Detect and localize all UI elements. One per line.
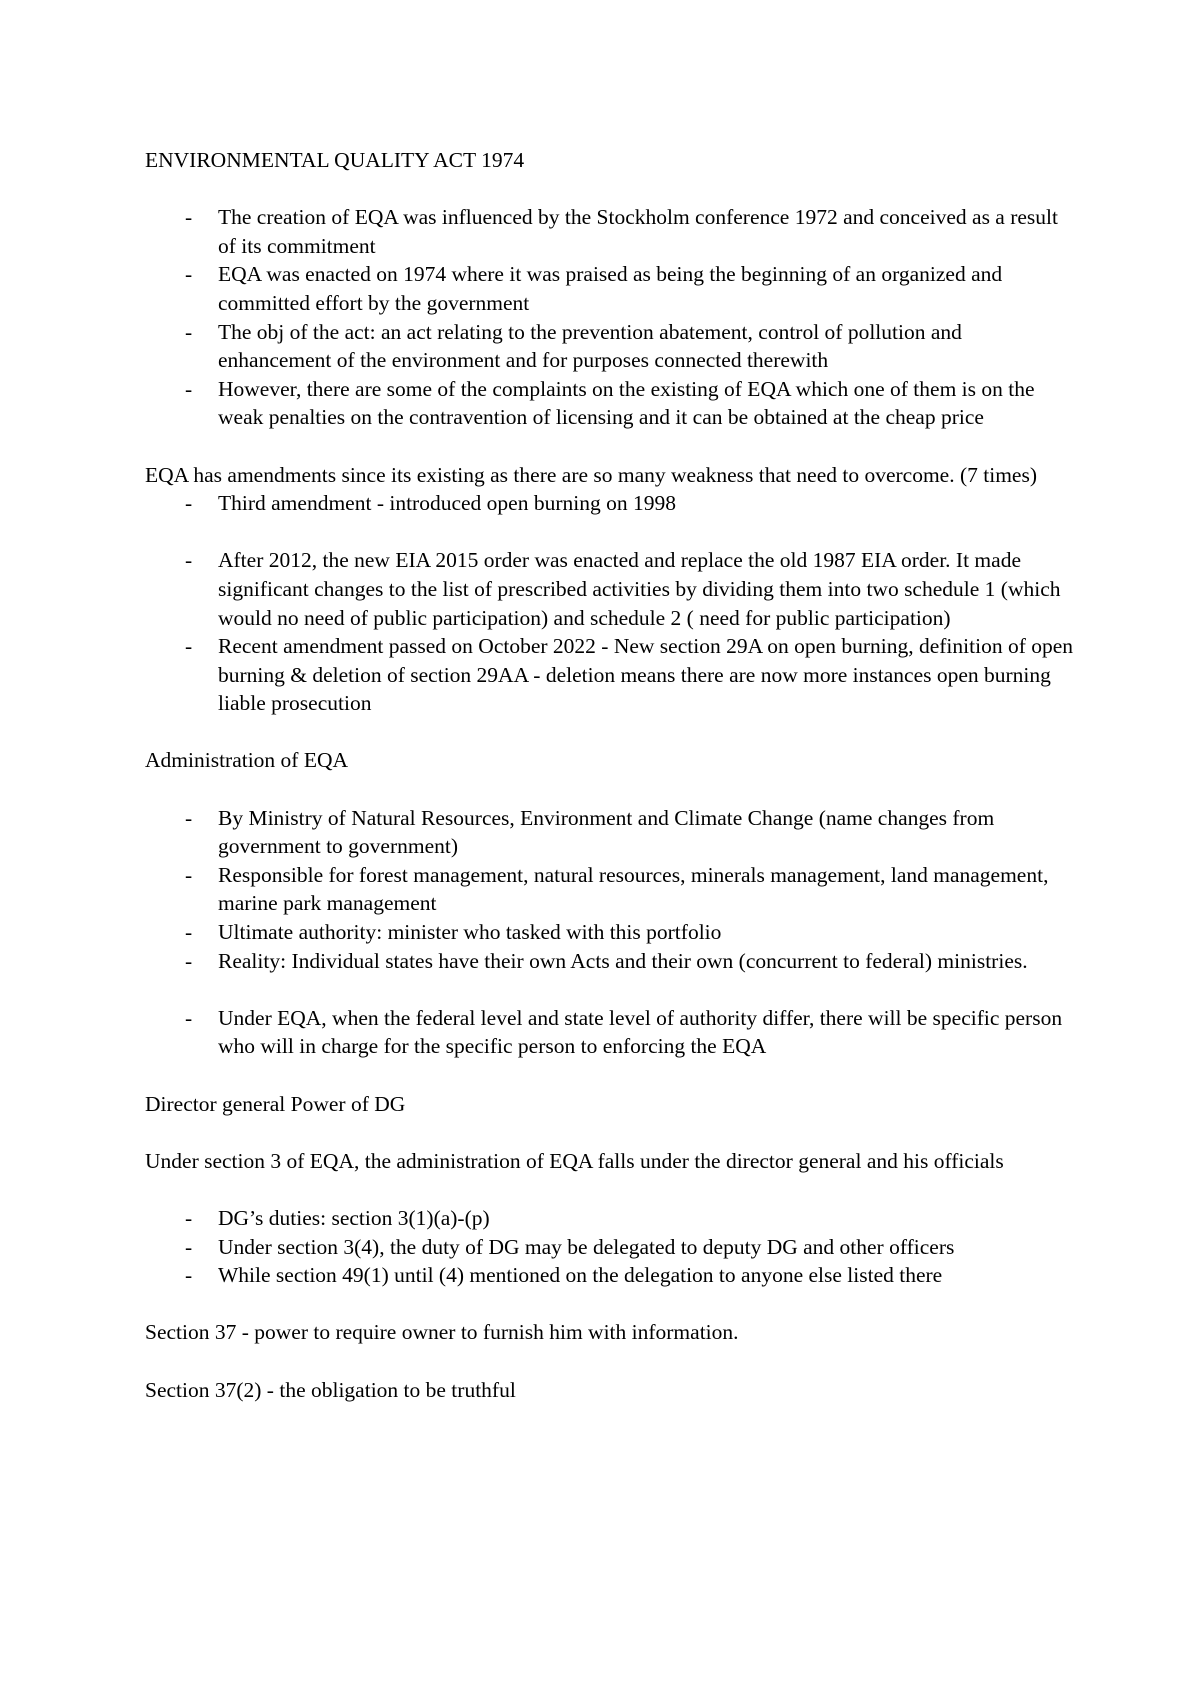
spacer <box>145 1347 1075 1376</box>
spacer <box>145 975 1075 1004</box>
document-page <box>145 146 1075 1404</box>
list-item <box>145 318 1075 375</box>
intro-bullet-list <box>145 203 1075 432</box>
list-item-text: After 2012, the new EIA 2015 order was enacted and replace the old 1987 EIA order. It made significant changes to the list of prescribed activities by dividing them into two schedule 1 (which would no need of public participation) and schedule 2 ( need for public participation) <box>218 548 1061 630</box>
spacer <box>145 175 1075 204</box>
document-title: ENVIRONMENTAL QUALITY ACT 1974 <box>145 148 525 172</box>
dash-marker: - <box>185 920 193 945</box>
list-item-text: Ultimate authority: minister who tasked with this portfolio <box>218 920 722 945</box>
list-item-text: DG’s duties: section 3(1)(a)-(p) <box>218 1205 490 1230</box>
dash-marker: - <box>185 548 193 573</box>
dash-marker: - <box>185 862 193 887</box>
dash-marker: - <box>185 376 193 401</box>
section-37-paragraph: Section 37 - power to require owner to furnish him with information. <box>145 1320 739 1345</box>
list-item <box>145 861 1075 918</box>
section-37-2-paragraph: Section 37(2) - the obligation to be truthful <box>145 1377 516 1402</box>
list-item <box>145 375 1075 432</box>
dash-marker: - <box>185 319 193 344</box>
list-item <box>145 489 1075 518</box>
spacer <box>145 1175 1075 1204</box>
list-item <box>145 203 1075 260</box>
list-item-text: By Ministry of Natural Resources, Environment and Climate Change (name changes from government to government) <box>218 805 995 859</box>
list-item-text: Reality: Individual states have their own Acts and their own (concurrent to federal) ministries. <box>218 948 1028 973</box>
list-item-text: Under section 3(4), the duty of DG may be delegated to deputy DG and other officers <box>218 1234 955 1259</box>
list-item-text: EQA was enacted on 1974 where it was praised as being the beginning of an organized and committed effort by the government <box>218 262 1003 315</box>
dash-marker: - <box>185 205 193 230</box>
list-item <box>145 804 1075 861</box>
dash-marker: - <box>185 634 193 659</box>
amendments-bullet-list <box>145 546 1075 718</box>
spacer <box>145 775 1075 804</box>
dash-marker: - <box>185 1263 193 1288</box>
list-item <box>145 632 1075 718</box>
list-item-text: Recent amendment passed on October 2022 - New section 29A on open burning, definition of open burning & deletion of section 29AA - deletion means there are now more instances open burning liable prosecution <box>218 634 1074 716</box>
dash-marker: - <box>185 1005 193 1030</box>
spacer <box>145 1290 1075 1319</box>
dash-marker: - <box>185 1234 193 1259</box>
spacer <box>145 718 1075 747</box>
list-item-text: The obj of the act: an act relating to the prevention abatement, control of pollution and enhancement of the environment and for purposes connected therewith <box>218 319 962 373</box>
spacer <box>145 1118 1075 1147</box>
list-item-text: The creation of EQA was influenced by the Stockholm conference 1972 and conceived as a result of its commitment <box>218 205 1058 258</box>
administration-bullet-list <box>145 804 1075 976</box>
list-item-text: Under EQA, when the federal level and state level of authority differ, there will be specific person who will in charge for the specific person to enforcing the EQA <box>218 1005 1063 1059</box>
list-item <box>145 947 1075 976</box>
list-item-text: Third amendment - introduced open burning on 1998 <box>218 491 676 516</box>
dash-marker: - <box>185 1205 193 1230</box>
dg-heading: Director general Power of DG <box>145 1091 406 1116</box>
list-item-text: Responsible for forest management, natural resources, minerals management, land management, marine park management <box>218 862 1049 916</box>
dg-bullet-list <box>145 1204 1075 1290</box>
spacer <box>145 1061 1075 1090</box>
list-item <box>145 260 1075 317</box>
list-item <box>145 918 1075 947</box>
dg-paragraph: Under section 3 of EQA, the administration of EQA falls under the director general and his officials <box>145 1148 1004 1173</box>
list-item-text: While section 49(1) until (4) mentioned on the delegation to anyone else listed there <box>218 1263 943 1288</box>
list-item <box>145 1204 1075 1233</box>
amendments-paragraph: EQA has amendments since its existing as there are so many weakness that need to overcome. (7 times) <box>145 462 1037 487</box>
list-item-text: However, there are some of the complaints on the existing of EQA which one of them is on the weak penalties on the contravention of licensing and it can be obtained at the cheap price <box>218 376 1035 430</box>
list-item <box>145 1004 1075 1061</box>
list-item <box>145 1233 1075 1262</box>
dash-marker: - <box>185 262 193 287</box>
dash-marker: - <box>185 948 193 973</box>
dash-marker: - <box>185 491 193 516</box>
list-item <box>145 546 1075 632</box>
spacer <box>145 432 1075 461</box>
dash-marker: - <box>185 805 193 830</box>
administration-heading: Administration of EQA <box>145 748 349 773</box>
list-item <box>145 1261 1075 1290</box>
spacer <box>145 518 1075 547</box>
